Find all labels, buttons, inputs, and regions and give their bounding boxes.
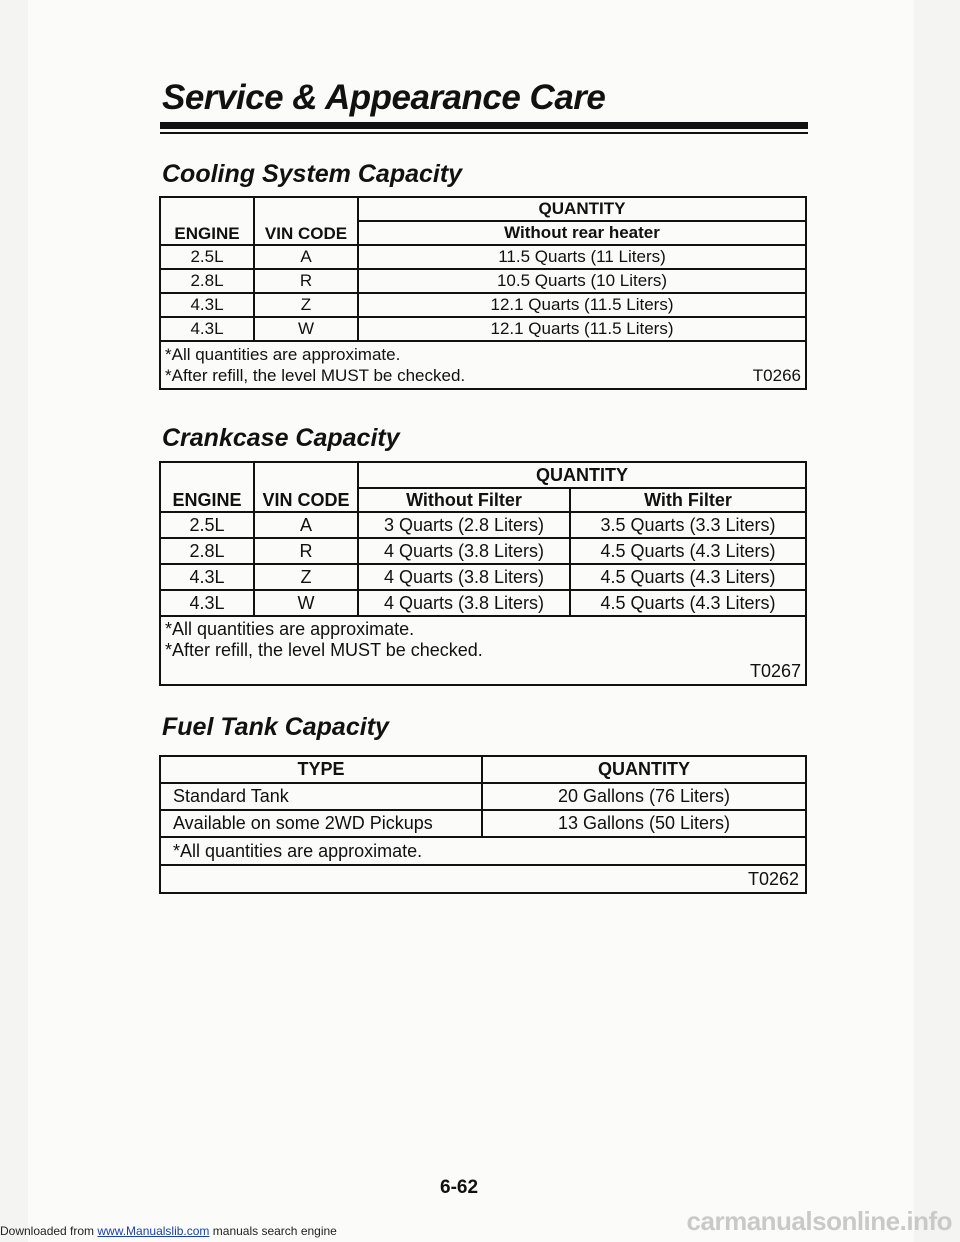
- fuel-type-cell: Standard Tank: [160, 783, 482, 810]
- crankcase-vin-cell: Z: [254, 564, 358, 590]
- download-prefix: Downloaded from: [0, 1224, 98, 1238]
- crankcase-with-cell: 4.5 Quarts (4.3 Liters): [570, 564, 806, 590]
- crankcase-with-cell: 4.5 Quarts (4.3 Liters): [570, 590, 806, 616]
- cooling-table-code: T0266: [752, 366, 801, 385]
- crankcase-table-code: T0267: [749, 661, 801, 681]
- crankcase-section-title: Crankcase Capacity: [162, 424, 400, 452]
- table-row: [160, 590, 806, 616]
- fuel-qty-cell: 20 Gallons (76 Liters): [482, 783, 806, 810]
- header-rule-thick: [160, 122, 808, 129]
- download-footer: [0, 1224, 337, 1238]
- cooling-vin-cell: W: [254, 317, 358, 341]
- crankcase-header-with: With Filter: [570, 488, 806, 512]
- cooling-qty-cell: 11.5 Quarts (11 Liters): [358, 245, 806, 269]
- crankcase-engine-cell: 4.3L: [160, 564, 254, 590]
- crankcase-header-without: Without Filter: [358, 488, 570, 512]
- crankcase-notes: [160, 616, 806, 685]
- table-row: [160, 293, 806, 317]
- crankcase-vin-cell: W: [254, 590, 358, 616]
- crankcase-capacity-table: [159, 461, 807, 686]
- cooling-engine-cell: 2.8L: [160, 269, 254, 293]
- fuel-header-type: TYPE: [160, 756, 482, 783]
- cooling-notes: [160, 341, 806, 389]
- crankcase-without-cell: 3 Quarts (2.8 Liters): [358, 512, 570, 538]
- watermark-text: carmanualsonline.info: [686, 1206, 952, 1236]
- cooling-header-quantity: QUANTITY: [358, 197, 806, 221]
- manualslib-link[interactable]: www.Manualslib.com: [97, 1224, 210, 1238]
- fuel-header-quantity: QUANTITY: [482, 756, 806, 783]
- cooling-qty-cell: 12.1 Quarts (11.5 Liters): [358, 317, 806, 341]
- cooling-qty-cell: 12.1 Quarts (11.5 Liters): [358, 293, 806, 317]
- crankcase-note-refill: *After refill, the level MUST be checked.: [165, 640, 483, 660]
- cooling-vin-cell: A: [254, 245, 358, 269]
- table-row: [160, 810, 806, 837]
- crankcase-with-cell: 4.5 Quarts (4.3 Liters): [570, 538, 806, 564]
- crankcase-header-engine: ENGINE: [160, 462, 254, 512]
- crankcase-header-vin: VIN CODE: [254, 462, 358, 512]
- cooling-vin-cell: R: [254, 269, 358, 293]
- cooling-vin-cell: Z: [254, 293, 358, 317]
- cooling-engine-cell: 4.3L: [160, 317, 254, 341]
- download-suffix: manuals search engine: [209, 1224, 337, 1238]
- crankcase-with-cell: 3.5 Quarts (3.3 Liters): [570, 512, 806, 538]
- fuel-type-cell: Available on some 2WD Pickups: [160, 810, 482, 837]
- fuel-qty-cell: 13 Gallons (50 Liters): [482, 810, 806, 837]
- table-row: [160, 317, 806, 341]
- crankcase-vin-cell: R: [254, 538, 358, 564]
- page-number: 6-62: [440, 1177, 479, 1198]
- table-row: [160, 783, 806, 810]
- cooling-engine-cell: 2.5L: [160, 245, 254, 269]
- cooling-header-vin: VIN CODE: [254, 197, 358, 245]
- table-row: [160, 245, 806, 269]
- fuel-table-code: T0262: [160, 865, 806, 893]
- cooling-note-approx: *All quantities are approximate.: [165, 345, 401, 364]
- header-rule-thin: [160, 132, 808, 134]
- cooling-section-title: Cooling System Capacity: [162, 160, 463, 188]
- crankcase-note-approx: *All quantities are approximate.: [165, 619, 415, 639]
- crankcase-vin-cell: A: [254, 512, 358, 538]
- crankcase-without-cell: 4 Quarts (3.8 Liters): [358, 590, 570, 616]
- table-row: [160, 564, 806, 590]
- cooling-header-engine: ENGINE: [160, 197, 254, 245]
- crankcase-without-cell: 4 Quarts (3.8 Liters): [358, 538, 570, 564]
- cooling-note-refill: *After refill, the level MUST be checked.: [165, 366, 466, 385]
- cooling-engine-cell: 4.3L: [160, 293, 254, 317]
- table-row: [160, 512, 806, 538]
- cooling-qty-cell: 10.5 Quarts (10 Liters): [358, 269, 806, 293]
- cooling-capacity-table: [159, 196, 807, 390]
- table-row: [160, 538, 806, 564]
- page-header-title: Service & Appearance Care: [162, 78, 606, 117]
- crankcase-engine-cell: 4.3L: [160, 590, 254, 616]
- fuel-capacity-table: [159, 755, 807, 894]
- crankcase-engine-cell: 2.8L: [160, 538, 254, 564]
- table-row: [160, 269, 806, 293]
- crankcase-header-quantity: QUANTITY: [358, 462, 806, 488]
- crankcase-engine-cell: 2.5L: [160, 512, 254, 538]
- cooling-header-sub: Without rear heater: [358, 221, 806, 245]
- fuel-note-approx: *All quantities are approximate.: [160, 837, 806, 865]
- crankcase-without-cell: 4 Quarts (3.8 Liters): [358, 564, 570, 590]
- fuel-section-title: Fuel Tank Capacity: [162, 713, 389, 741]
